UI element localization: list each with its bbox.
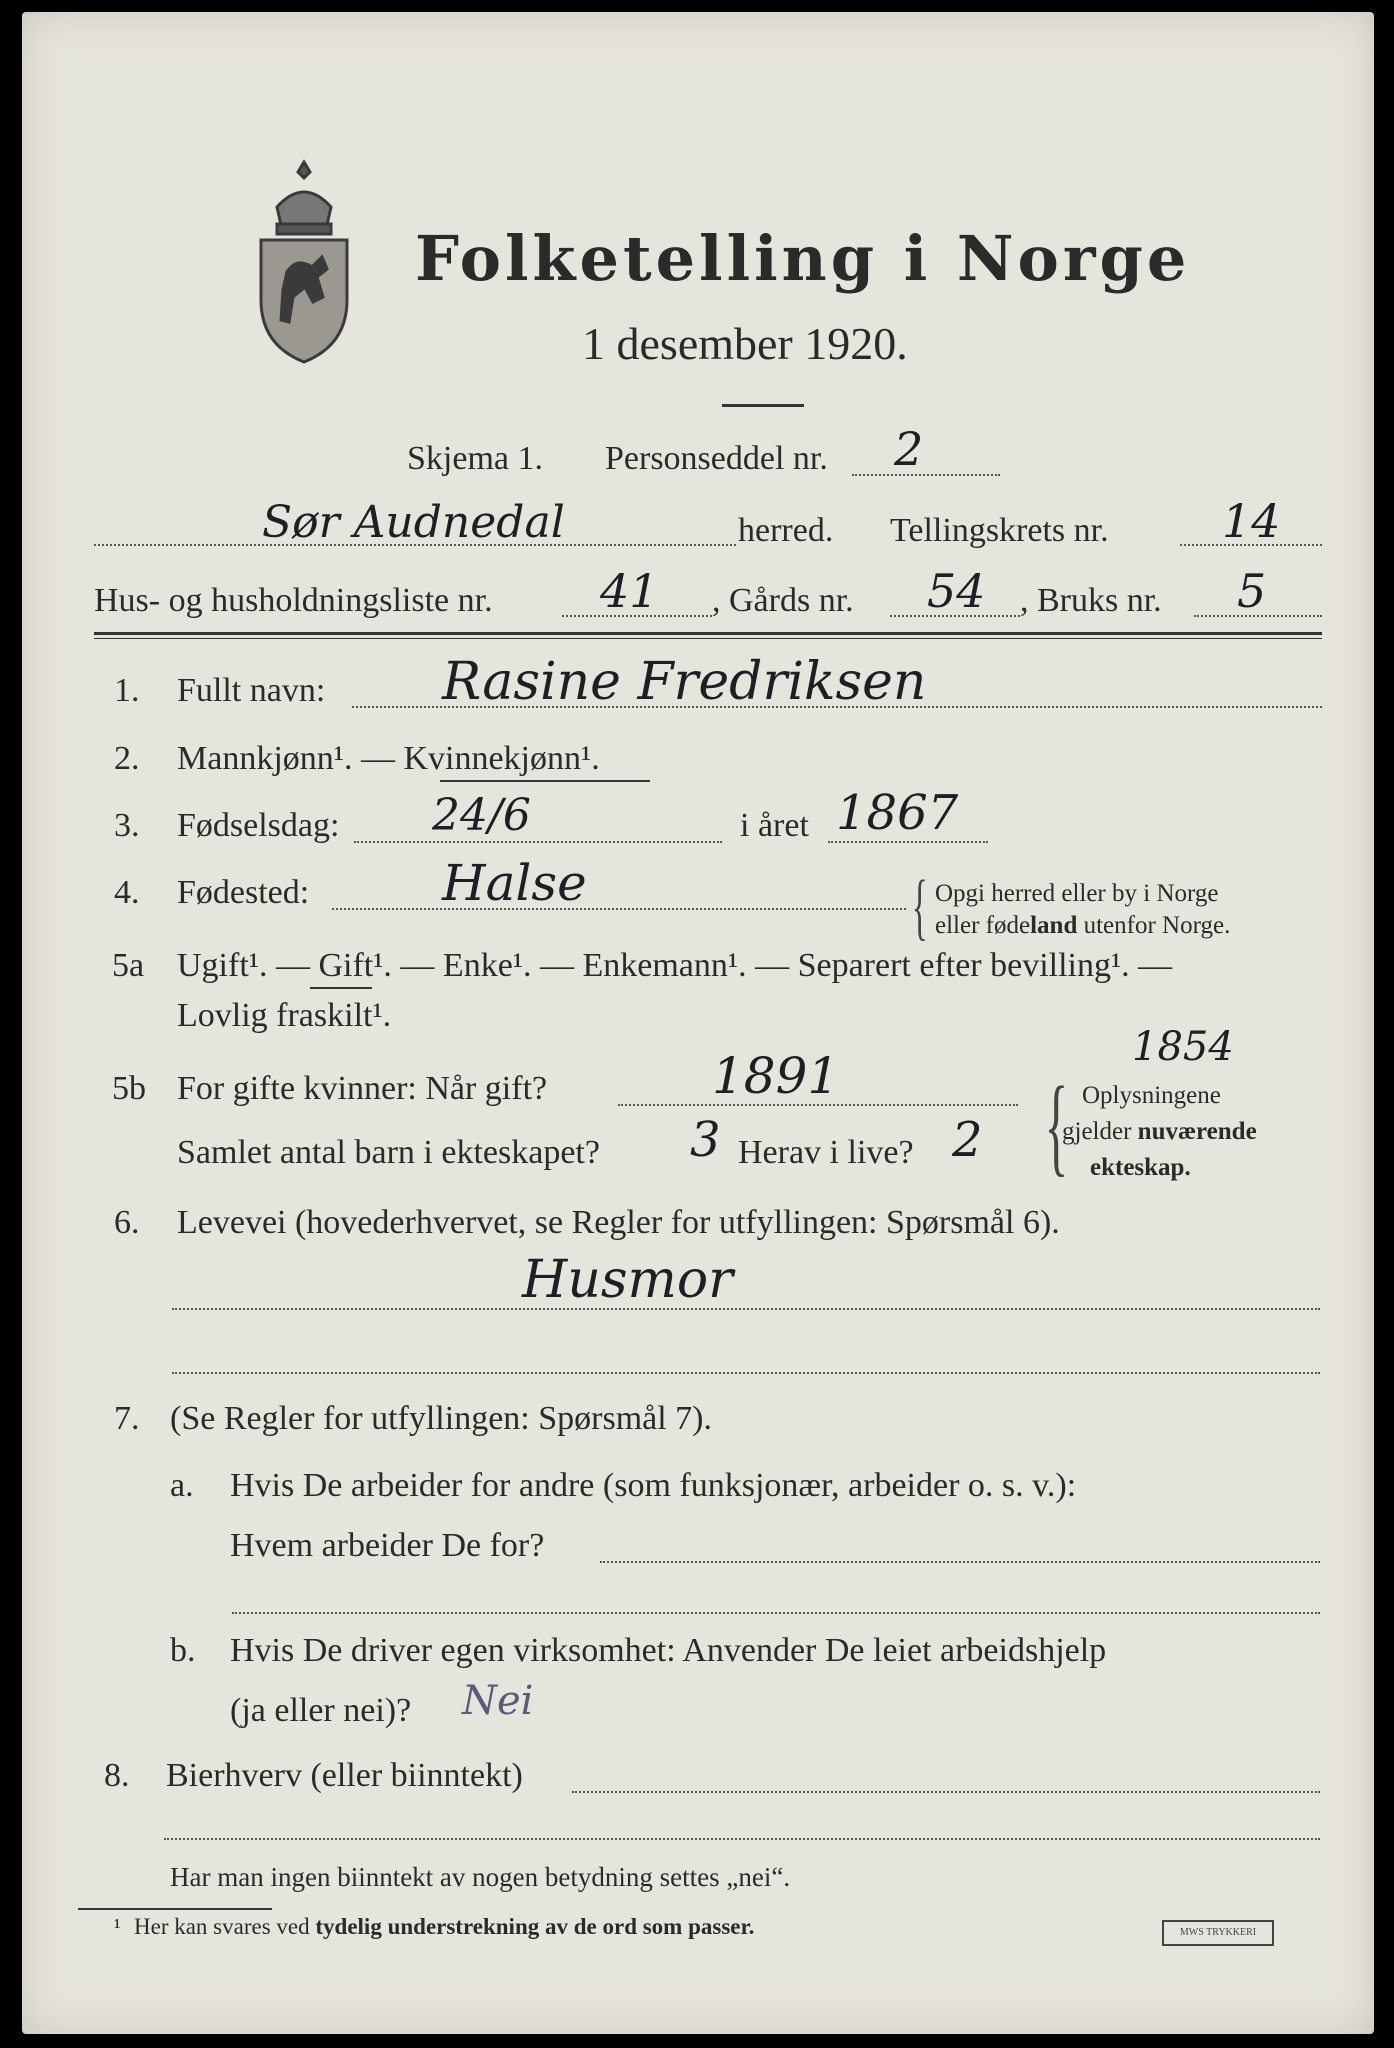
gift-underline [310,987,372,989]
q6-label: Levevei (hovederhvervet, se Regler for utfyllingen: Spørsmål 6). [177,1204,1060,1241]
header-rule-thin [94,638,1322,639]
personseddel-value[interactable]: 2 [894,422,924,476]
biinntekt-note: Har man ingen biinntekt av nogen betydning settes „nei“. [170,1862,791,1892]
q2-label: Mannkjønn¹. — Kvinnekjønn¹. [177,740,600,777]
header-rule [94,632,1322,635]
herred-label: herred. [738,512,834,549]
q8-number: 8. [104,1757,130,1794]
schema-label: Skjema 1. [407,440,543,477]
q6-field-line-2 [172,1372,1320,1374]
q6-number: 6. [114,1204,140,1241]
marriage-year-value[interactable]: 1891 [712,1047,840,1105]
q5a-label2: Lovlig fraskilt¹. [177,997,392,1034]
q3-field-line [354,841,722,843]
q7a-label2: Hvem arbeider De for? [230,1527,545,1564]
q5b-note-line3: ekteskap. [1090,1154,1191,1181]
q3-year-label: i året [740,807,809,844]
alive-label: Herav i live? [738,1134,914,1171]
gards-label: , Gårds nr. [712,582,854,619]
coat-of-arms-icon [247,152,362,367]
children-value[interactable]: 3 [690,1112,721,1168]
q1-label: Fullt navn: [177,672,326,709]
q7a-letter: a. [170,1467,194,1504]
q5b-note-line1: Oplysningene [1082,1082,1221,1109]
full-name-value[interactable]: Rasine Fredriksen [442,652,927,712]
census-form [22,12,1374,2034]
birthplace-value[interactable]: Halse [442,854,587,912]
printer-stamp: MWS TRYKKERI [1162,1920,1274,1946]
personseddel-field-line [852,474,1000,476]
gards-value[interactable]: 54 [927,564,986,618]
q5a-label: Ugift¹. — Gift¹. — Enke¹. — Enkemann¹. — Separert efter bevilling¹. — [177,947,1173,984]
extra-year-value[interactable]: 1854 [1132,1024,1234,1070]
herred-value[interactable]: Sør Audnedal [262,497,565,548]
q5b-label: For gifte kvinner: Når gift? [177,1070,548,1107]
q7a-field-line-1 [600,1561,1320,1563]
q7a-field-line-2 [232,1612,1320,1614]
q8-label: Bierhverv (eller biinntekt) [166,1757,523,1794]
tellingskrets-label: Tellingskrets nr. [890,512,1109,549]
helper-value[interactable]: Nei [462,1678,534,1724]
alive-value[interactable]: 2 [952,1112,983,1168]
q5a-number: 5a [112,947,145,984]
q4-note-line1: Opgi herred eller by i Norge [935,880,1219,907]
q6-field-line-1 [172,1308,1320,1310]
occupation-value[interactable]: Husmor [522,1250,733,1310]
q4-number: 4. [114,874,140,911]
q7b-letter: b. [170,1632,196,1669]
q4-field-line [332,908,906,910]
q4-note-line2: eller fødeland utenfor Norge. [935,912,1231,939]
footnote-number: ¹ [114,1914,121,1939]
title-divider [722,404,804,407]
husholdning-label: Hus- og husholdningsliste nr. [94,582,493,619]
footnote-rule [78,1908,272,1910]
q8-field-line-2 [164,1838,1320,1840]
footnote-text: Her kan svares ved tydelig understrekning av de ord som passer. [134,1914,755,1939]
form-title: Folketelling i Norge [415,222,1191,295]
kvinnekjonn-underline [440,780,650,782]
form-date: 1 desember 1920. [582,318,908,369]
q3-number: 3. [114,807,140,844]
bruks-value[interactable]: 5 [1237,564,1267,618]
birth-year-value[interactable]: 1867 [836,785,959,841]
q8-field-line-1 [572,1791,1320,1793]
q1-number: 1. [114,672,140,709]
q7b-label: Hvis De driver egen virksomhet: Anvender De leiet arbeidshjelp [230,1632,1107,1669]
bruks-label: , Bruks nr. [1020,582,1162,619]
q7a-label: Hvis De arbeider for andre (som funksjonær, arbeider o. s. v.): [230,1467,1077,1504]
q5b-note-line2: gjelder nuværende [1062,1118,1257,1145]
q5b-brace: { [1044,1064,1069,1186]
q7-label: (Se Regler for utfyllingen: Spørsmål 7). [170,1400,713,1437]
q7b-label2: (ja eller nei)? [230,1692,412,1729]
children-label: Samlet antal barn i ekteskapet? [177,1134,600,1171]
q4-label: Fødested: [177,874,310,911]
q2-number: 2. [114,740,140,777]
personseddel-label: Personseddel nr. [605,440,828,477]
q3-year-field-line [828,841,988,843]
q7-number: 7. [114,1400,140,1437]
husholdning-value[interactable]: 41 [600,564,659,618]
q5b-number: 5b [112,1070,146,1107]
q3-label: Fødselsdag: [177,807,340,844]
tellingskrets-value[interactable]: 14 [1222,494,1281,548]
q4-brace: { [911,866,928,948]
birthday-value[interactable]: 24/6 [432,790,531,841]
